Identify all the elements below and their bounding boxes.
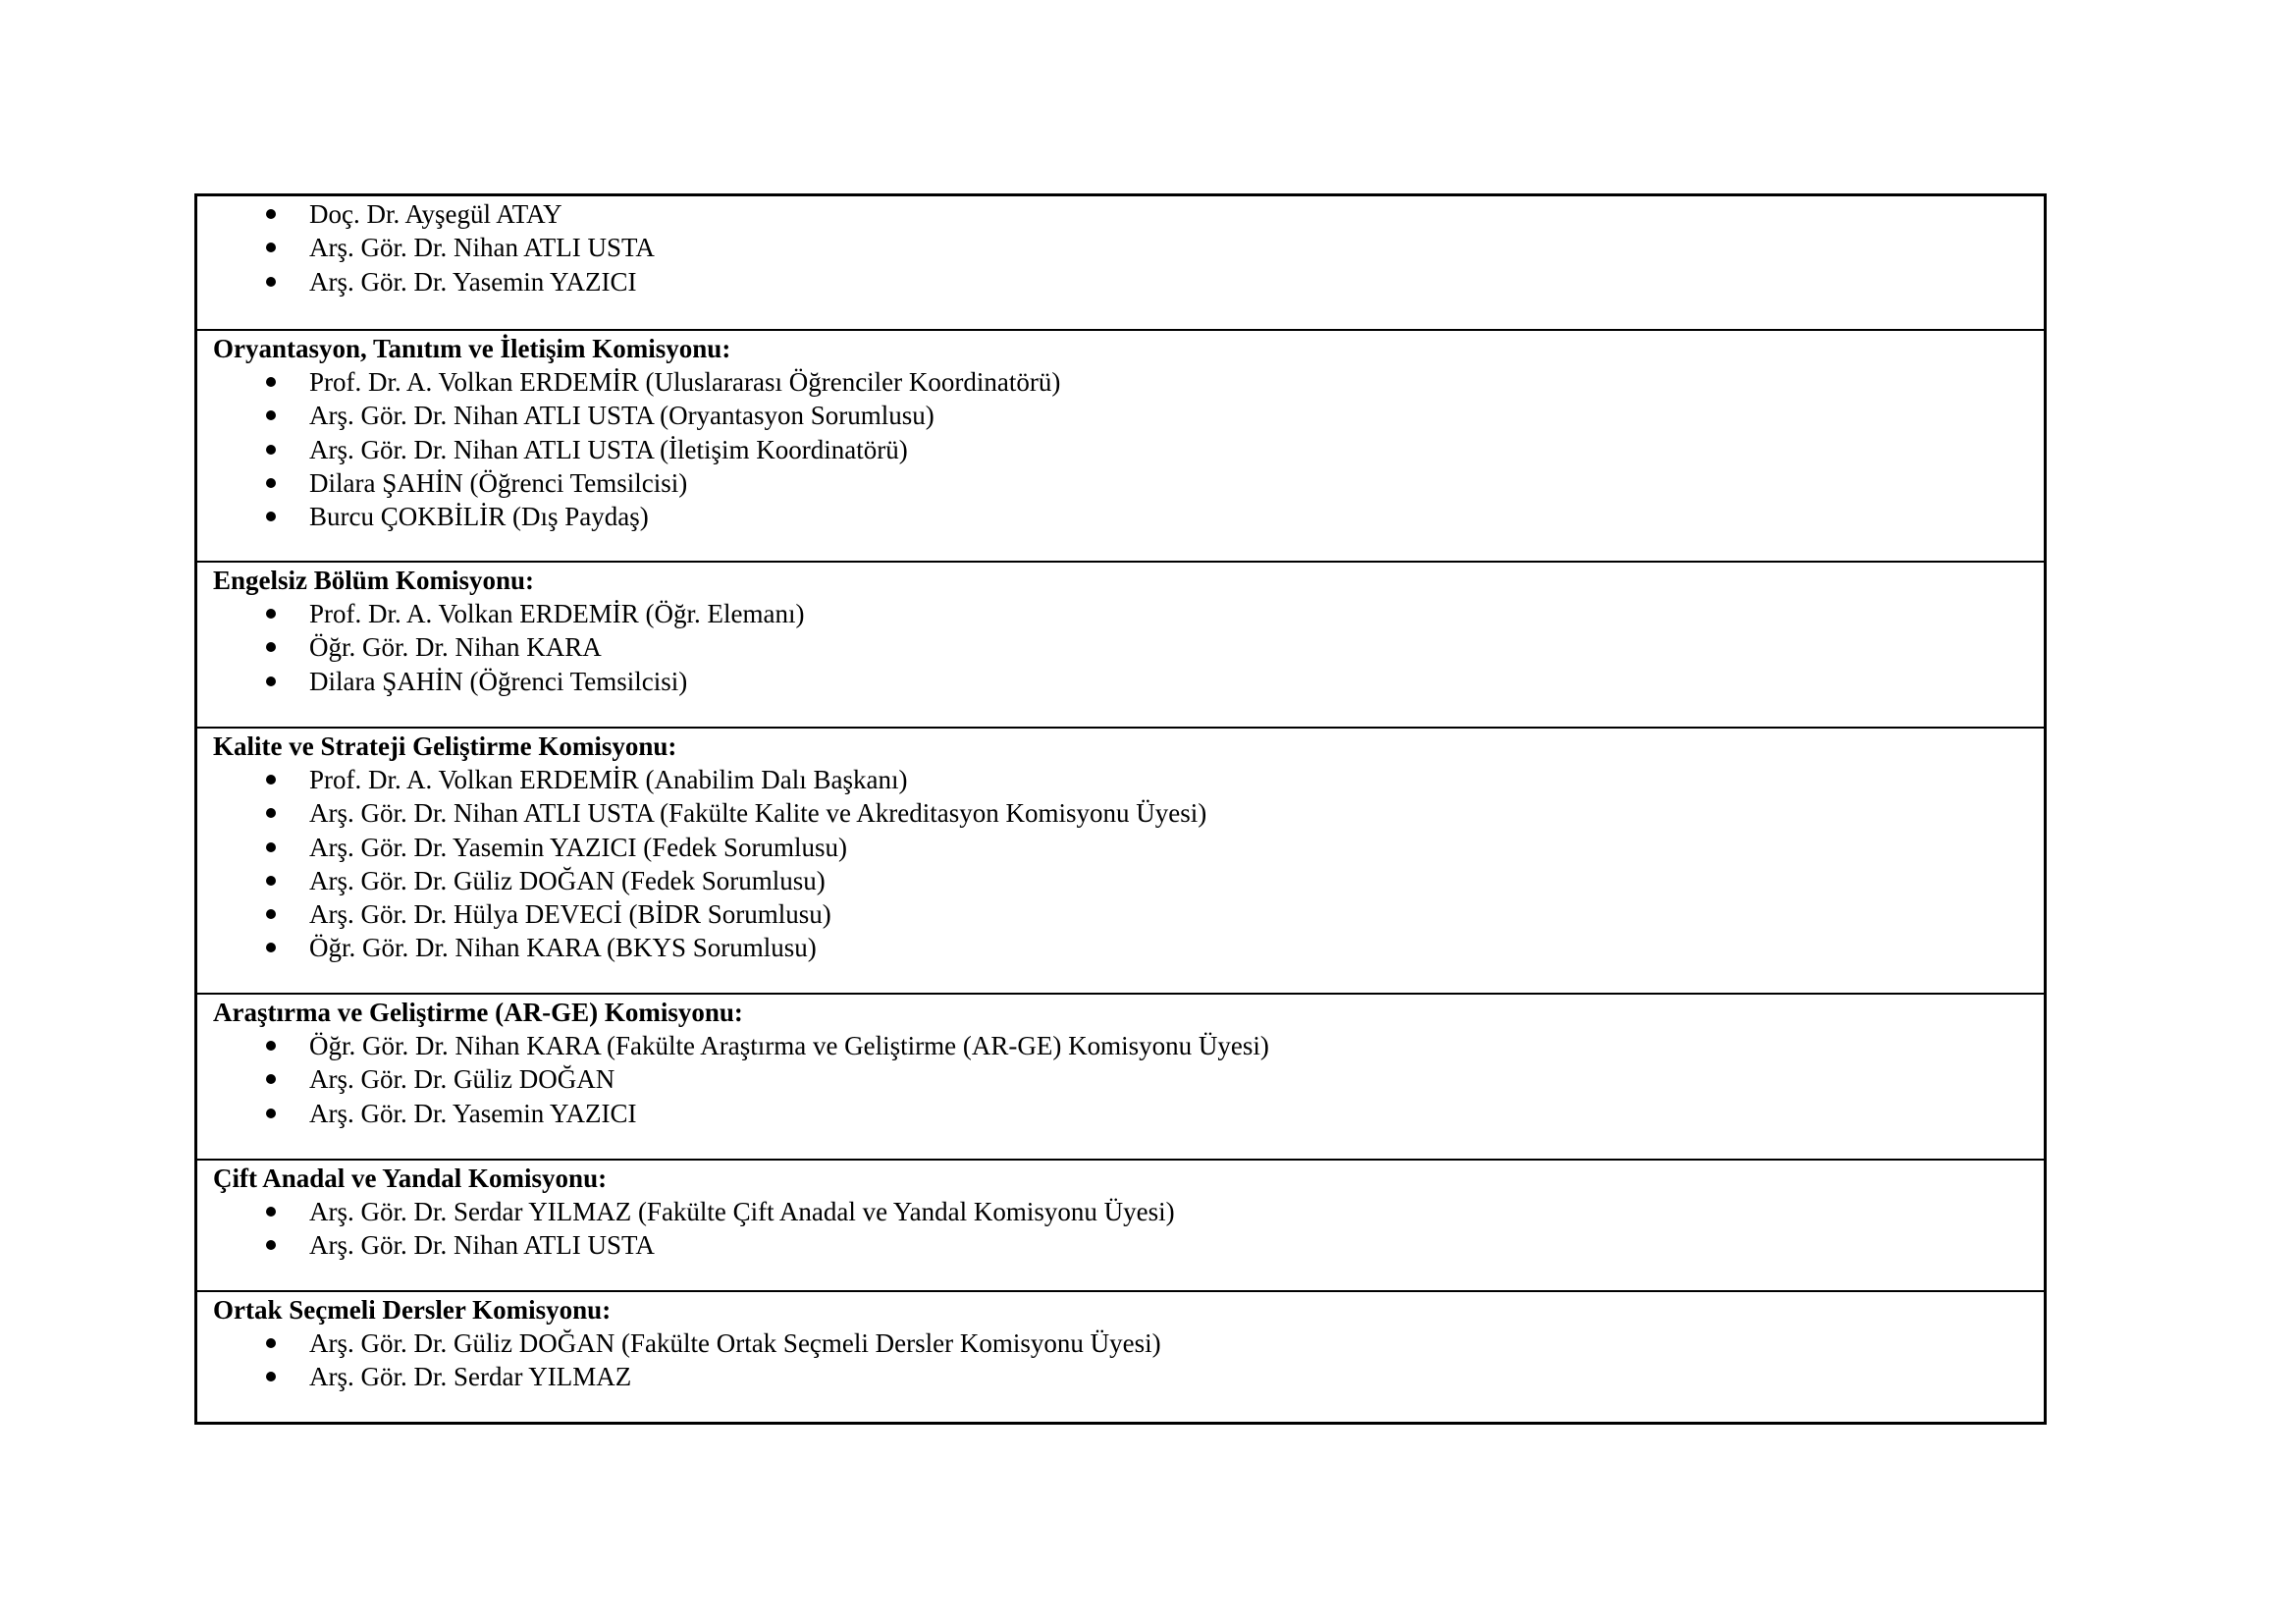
bullet-icon xyxy=(266,909,276,919)
member-name: Öğr. Gör. Dr. Nihan KARA (Fakülte Araştırma ve Geliştirme (AR-GE) Komisyonu Üyesi) xyxy=(309,1031,1269,1060)
list-item xyxy=(213,897,2044,931)
member-name: Arş. Gör. Dr. Güliz DOĞAN (Fakülte Ortak Seçmeli Dersler Komisyonu Üyesi) xyxy=(309,1328,1161,1358)
section-title: Araştırma ve Geliştirme (AR-GE) Komisyonu: xyxy=(213,998,743,1027)
section-title: Oryantasyon, Tanıtım ve İletişim Komisyonu: xyxy=(213,334,731,363)
list-item xyxy=(213,630,2044,664)
list-item xyxy=(213,864,2044,897)
member-name: Arş. Gör. Dr. Güliz DOĞAN (Fedek Sorumlusu) xyxy=(309,865,826,895)
member-list xyxy=(213,365,2044,533)
bullet-icon xyxy=(266,1240,276,1250)
member-name: Arş. Gör. Dr. Güliz DOĞAN xyxy=(309,1064,615,1095)
bullet-icon xyxy=(266,377,276,387)
list-item xyxy=(213,1326,2044,1360)
bullet-icon xyxy=(266,943,276,952)
member-name: Arş. Gör. Dr. Serdar YILMAZ xyxy=(309,1362,632,1392)
committee-section xyxy=(197,995,2044,1161)
bullet-icon xyxy=(266,842,276,852)
member-list xyxy=(213,597,2044,698)
bullet-icon xyxy=(266,243,276,252)
list-item xyxy=(213,466,2044,500)
bullet-icon xyxy=(266,677,276,686)
bullet-icon xyxy=(266,609,276,619)
bullet-icon xyxy=(266,209,276,219)
bullet-icon xyxy=(266,1338,276,1348)
member-name: Arş. Gör. Dr. Serdar YILMAZ (Fakülte Çift Anadal ve Yandal Komisyonu Üyesi) xyxy=(309,1197,1175,1226)
member-list xyxy=(213,1326,2044,1394)
bullet-icon xyxy=(266,1074,276,1084)
committee-table xyxy=(194,193,2047,1425)
list-item xyxy=(213,1097,2044,1130)
committee-section xyxy=(197,331,2044,563)
list-item xyxy=(213,1228,2044,1262)
member-list xyxy=(213,197,2044,298)
committee-section xyxy=(197,1292,2044,1422)
list-item xyxy=(213,763,2044,796)
member-name: Öğr. Gör. Dr. Nihan KARA xyxy=(309,632,602,663)
member-name: Prof. Dr. A. Volkan ERDEMİR (Anabilim Dalı Başkanı) xyxy=(309,765,908,794)
list-item xyxy=(213,1062,2044,1096)
member-name: Dilara ŞAHİN (Öğrenci Temsilcisi) xyxy=(309,666,688,696)
bullet-icon xyxy=(266,1041,276,1051)
bullet-icon xyxy=(266,478,276,488)
list-item xyxy=(213,399,2044,432)
list-item xyxy=(213,197,2044,231)
member-name: Arş. Gör. Dr. Yasemin YAZICI (Fedek Sorumlusu) xyxy=(309,832,847,862)
member-name: Arş. Gör. Dr. Yasemin YAZICI xyxy=(309,266,637,297)
member-name: Prof. Dr. A. Volkan ERDEMİR (Öğr. Elemanı) xyxy=(309,599,805,628)
bullet-icon xyxy=(266,775,276,785)
section-title: Ortak Seçmeli Dersler Komisyonu: xyxy=(213,1295,612,1325)
committee-section xyxy=(197,563,2044,729)
member-name: Arş. Gör. Dr. Hülya DEVECİ (BİDR Sorumlusu) xyxy=(309,899,831,930)
member-name: Dilara ŞAHİN (Öğrenci Temsilcisi) xyxy=(309,467,688,498)
bullet-icon xyxy=(266,1372,276,1381)
list-item xyxy=(213,597,2044,630)
member-list xyxy=(213,763,2044,965)
member-name: Doç. Dr. Ayşegül ATAY xyxy=(309,199,562,229)
member-name: Arş. Gör. Dr. Nihan ATLI USTA xyxy=(309,233,655,263)
bullet-icon xyxy=(266,1207,276,1217)
list-item xyxy=(213,365,2044,399)
committee-section xyxy=(197,196,2044,331)
list-item xyxy=(213,231,2044,264)
member-name: Burcu ÇOKBİLİR (Dış Paydaş) xyxy=(309,502,649,532)
bullet-icon xyxy=(266,1109,276,1118)
bullet-icon xyxy=(266,410,276,420)
section-title: Engelsiz Bölüm Komisyonu: xyxy=(213,566,535,595)
list-item xyxy=(213,665,2044,698)
list-item xyxy=(213,931,2044,964)
list-item xyxy=(213,500,2044,533)
bullet-icon xyxy=(266,642,276,652)
member-list xyxy=(213,1195,2044,1263)
member-name: Prof. Dr. A. Volkan ERDEMİR (Uluslararası Öğrenciler Koordinatörü) xyxy=(309,367,1061,397)
section-title: Çift Anadal ve Yandal Komisyonu: xyxy=(213,1164,608,1193)
bullet-icon xyxy=(266,445,276,455)
member-name: Arş. Gör. Dr. Yasemin YAZICI xyxy=(309,1098,637,1128)
list-item xyxy=(213,1195,2044,1228)
list-item xyxy=(213,796,2044,830)
member-name: Öğr. Gör. Dr. Nihan KARA (BKYS Sorumlusu) xyxy=(309,933,817,963)
bullet-icon xyxy=(266,876,276,886)
member-name: Arş. Gör. Dr. Nihan ATLI USTA (Oryantasyon Sorumlusu) xyxy=(309,401,934,431)
section-title: Kalite ve Strateji Geliştirme Komisyonu: xyxy=(213,731,677,761)
bullet-icon xyxy=(266,277,276,287)
bullet-icon xyxy=(266,512,276,521)
member-name: Arş. Gör. Dr. Nihan ATLI USTA (Fakülte Kalite ve Akreditasyon Komisyonu Üyesi) xyxy=(309,798,1207,829)
list-item xyxy=(213,1360,2044,1393)
list-item xyxy=(213,831,2044,864)
list-item xyxy=(213,1029,2044,1062)
committee-section xyxy=(197,1161,2044,1292)
committee-section xyxy=(197,729,2044,995)
list-item xyxy=(213,265,2044,298)
member-name: Arş. Gör. Dr. Nihan ATLI USTA (İletişim Koordinatörü) xyxy=(309,434,908,464)
member-name: Arş. Gör. Dr. Nihan ATLI USTA xyxy=(309,1230,655,1261)
list-item xyxy=(213,433,2044,466)
bullet-icon xyxy=(266,808,276,818)
member-list xyxy=(213,1029,2044,1130)
